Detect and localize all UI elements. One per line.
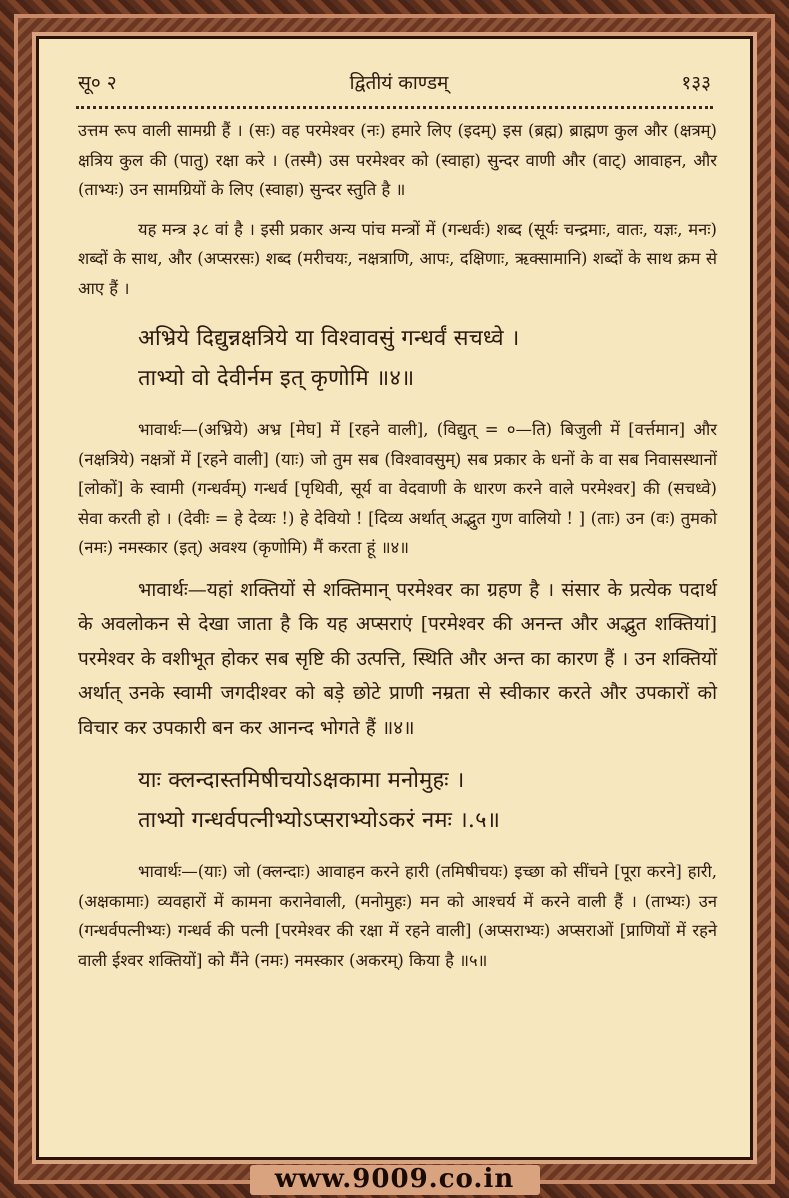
chapter-title: द्वितीयं काण्डम्	[349, 72, 449, 94]
book-page	[36, 36, 753, 1160]
page-content	[78, 116, 717, 975]
paragraph-meaning-4: भावार्थः—(अभ्रिये) अभ्र [मेघ] में [रहने वाली], (विद्युत् = ०—ति) बिजुली में [वर्त्तमान] और (नक्षत्रिये) नक्षत्रों में [रहने वाली] (याः) जो तुम सब (विश्वावसुम्) सब प्रकार के धनों के वा सब निवासस्थानों [लोकों] के स्वामी (गन्धर्वम्) गन्धर्व [पृथिवी, सूर्य वा वेदवाणी के धारण करने वाले परमेश्वर] की (सचध्वे) सेवा करती हो । (देवीः = हे देव्यः !) हे देवियो ! [दिव्य अर्थात् अद्भुत गुण वालियो ! ] (ताः) उन (वः) तुमको (नमः) नमस्कार (इत्) अवश्य (कृणोमि) मैं करता हूं ॥४॥	[78, 420, 717, 557]
mantra-4-line-2: ताभ्यो वो देवीर्नम इत् कृणोमि ॥४॥	[138, 366, 415, 391]
paragraph-note: यह मन्त्र ३८ वां है । इसी प्रकार अन्य पांच मन्त्रों में (गन्धर्वः) शब्द (सूर्यः चन्द्रमाः, वातः, यज्ञः, मनः) शब्दों के साथ, और (अप्सरसः) शब्द (मरीचयः, नक्षत्राणि, आपः, दक्षिणाः, ऋक्सामानि) शब्दों के साथ क्रम से आए हैं ।	[78, 219, 717, 298]
mantra-4-line-1: अभ्रिये दिद्युन्नक्षत्रिये या विश्वावसुं गन्धर्वं सचध्वे ।	[138, 326, 520, 351]
website-footer: www.9009.co.in	[274, 1164, 515, 1194]
paragraph-continuation: उत्तम रूप वाली सामग्री हैं । (सः) वह परमेश्वर (नः) हमारे लिए (इदम्) इस (ब्रह्म) ब्राह्मण कुल और (क्षत्रम्) क्षत्रिय कुल की (पातु) रक्षा करे । (तस्मै) उस परमेश्वर को (स्वाहा) सुन्दर वाणी और (वाट्) आवाहन, और (ताभ्यः) उन सामग्रियों के लिए (स्वाहा) सुन्दर स्तुति है ॥	[78, 121, 717, 199]
page-header	[78, 62, 711, 102]
paragraph-meaning-5: भावार्थः—(याः) जो (क्लन्दाः) आवाहन करने हारी (तमिषीचयः) इच्छा को सींचने [पूरा करने] हारी, (अक्षकामाः) व्यवहारों में कामना करानेवाली, (मनोमुहः) मन को आश्चर्य में करने वाली हैं । (ताभ्यः) उन (गन्धर्वपत्नीभ्यः) गन्धर्व की पत्नी [परमेश्वर की रक्षा में रहने वाली] (अप्सराभ्यः) अप्सराओं [प्राणियों में रहने वाली ईश्वर शक्तियों] को मैंने (नमः) नमस्कार (अकरम्) किया है ॥५॥	[78, 862, 717, 970]
header-divider	[76, 106, 713, 109]
mantra-5-line-2: ताभ्यो गन्धर्वपत्नीभ्योऽप्सराभ्योऽकरं नमः ।.५॥	[138, 808, 501, 833]
page-number: १३३	[681, 72, 711, 94]
paragraph-commentary-4: भावार्थः—यहां शक्तियों से शक्तिमान् परमेश्वर का ग्रहण है । संसार के प्रत्येक पदार्थ के अवलोकन से देखा जाता है कि यह अप्सराएं [परमेश्वर की अनन्त और अद्भुत शक्तियां] परमेश्वर के वशीभूत होकर सब सृष्टि की उत्पत्ति, स्थिति और अन्त का कारण हैं । उन शक्तियों अर्थात् उनके स्वामी जगदीश्वर को बड़े छोटे प्राणी नम्रता से स्वीकार करते और उपकारों को विचार कर उपकारी बन कर आनन्द भोगते हैं ॥४॥	[78, 578, 717, 739]
mantra-5-line-1: याः क्लन्दास्तमिषीचयोऽक्षकामा मनोमुहः ।	[138, 768, 465, 793]
sutra-number: सू० २	[78, 72, 117, 94]
